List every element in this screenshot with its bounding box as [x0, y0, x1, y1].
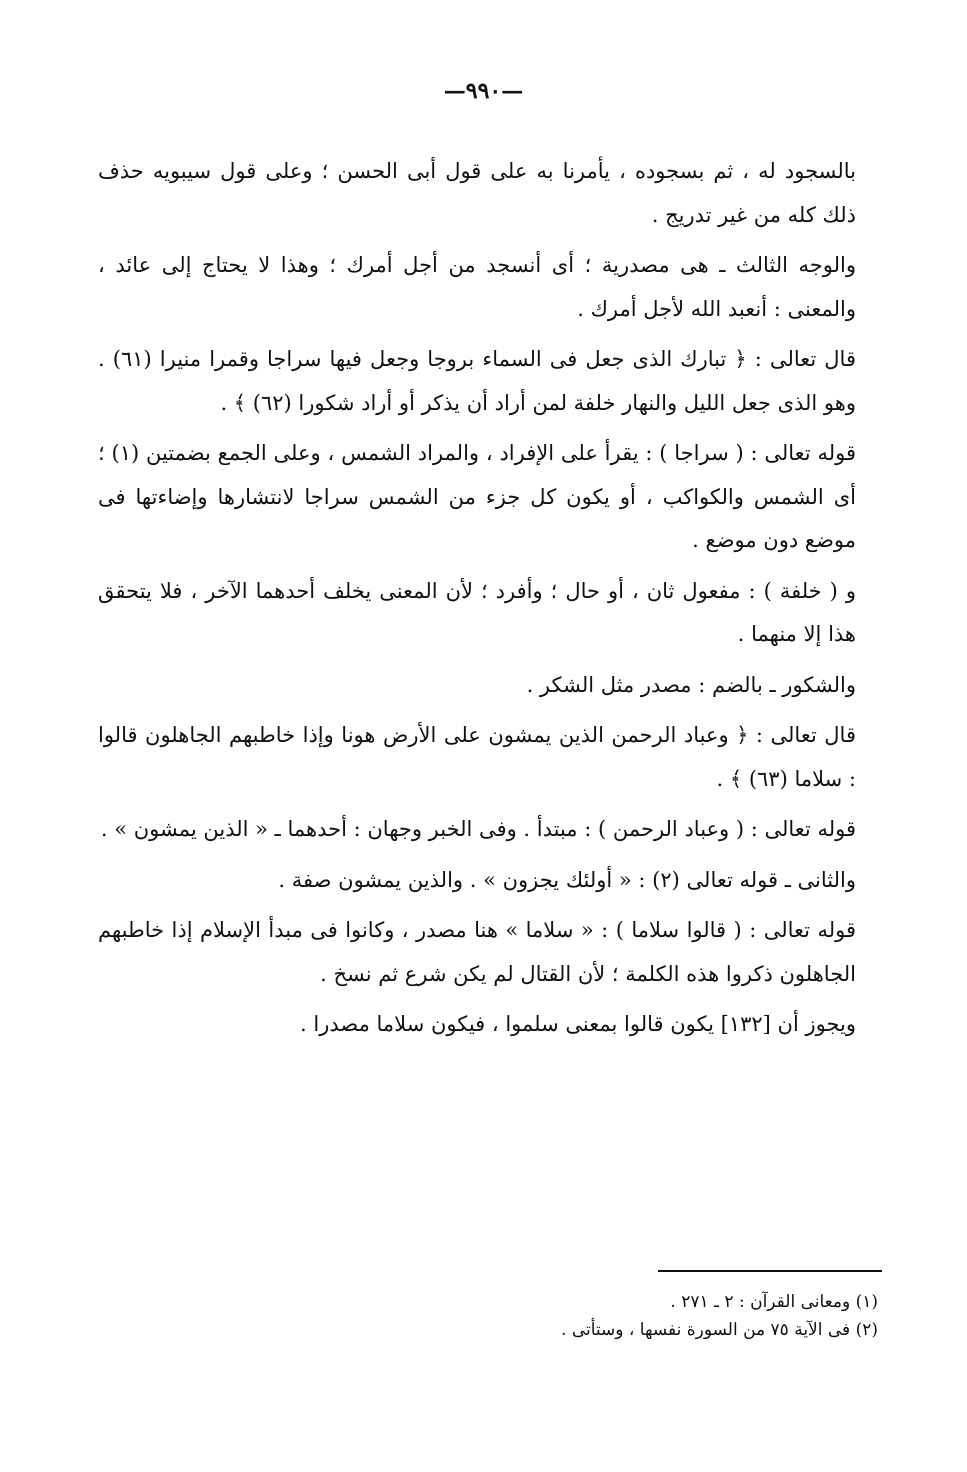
paragraph: قوله تعالى : ( سراجا ) : يقرأ على الإفراد ، والمراد الشمس ، وعلى الجمع بضمتين (١) ؛ أى الشمس والكواكب ، أو يكون كل جزء من الشمس سراجا لانتشارها وإضاءتها فى موضع دون موضع .	[98, 441, 856, 552]
main-text	[98, 150, 878, 1047]
paragraph: ويجوز أن [١٣٢] يكون قالوا بمعنى سلموا ، فيكون سلاما مصدرا .	[300, 1012, 856, 1036]
paragraph: والثانى ـ قوله تعالى (٢) : « أولئك يجزون » . والذين يمشون صفة .	[278, 867, 856, 892]
paragraph: قوله تعالى : ( قالوا سلاما ) : « سلاما » هنا مصدر ، وكانوا فى مبدأ الإسلام إذا خاطبهم الجاهلون ذكروا هذه الكلمة ؛ لأن القتال لم يكن شرع ثم نسخ .	[98, 918, 856, 986]
footnote-separator	[658, 1270, 882, 1272]
paragraph: بالسجود له ، ثم بسجوده ، يأمرنا به على قول أبى الحسن ؛ وعلى قول سيبويه حذف ذلك كله من غير تدريج .	[98, 159, 856, 227]
footnote: (٢) فى الآية ٧٥ من السورة نفسها ، وستأتى .	[561, 1320, 878, 1340]
quran-verse-paragraph: قال تعالى : ﴿ تبارك الذى جعل فى السماء بروجا وجعل فيها سراجا وقمرا منيرا (٦١) . وهو الذى جعل الليل والنهار خلفة لمن أراد أن يذكر أو أراد شكورا (٦٢) ﴾ .	[98, 347, 856, 415]
quran-verse-paragraph: قال تعالى : ﴿ وعباد الرحمن الذين يمشون على الأرض هونا وإذا خاطبهم الجاهلون قالوا : سلاما (٦٣) ﴾ .	[98, 723, 856, 791]
paragraph: قوله تعالى : ( وعباد الرحمن ) : مبتدأ . وفى الخبر وجهان : أحدهما ـ « الذين يمشون » .	[100, 817, 856, 841]
footnotes	[98, 1288, 878, 1344]
paragraph: والشكور ـ بالضم : مصدر مثل الشكر .	[526, 672, 856, 697]
page-number: —٩٩٠—	[443, 78, 524, 104]
footnote: (١) ومعانى القرآن : ٢ ـ ٢٧١ .	[670, 1292, 878, 1312]
paragraph: و ( خلفة ) : مفعول ثان ، أو حال ؛ وأفرد ؛ لأن المعنى يخلف أحدهما الآخر ، فلا يتحقق هذا إلا منهما .	[98, 578, 856, 646]
paragraph: والوجه الثالث ـ هى مصدرية ؛ أى أنسجد من أجل أمرك ؛ وهذا لا يحتاج إلى عائد ، والمعنى : أنعبد الله لأجل أمرك .	[98, 253, 856, 321]
